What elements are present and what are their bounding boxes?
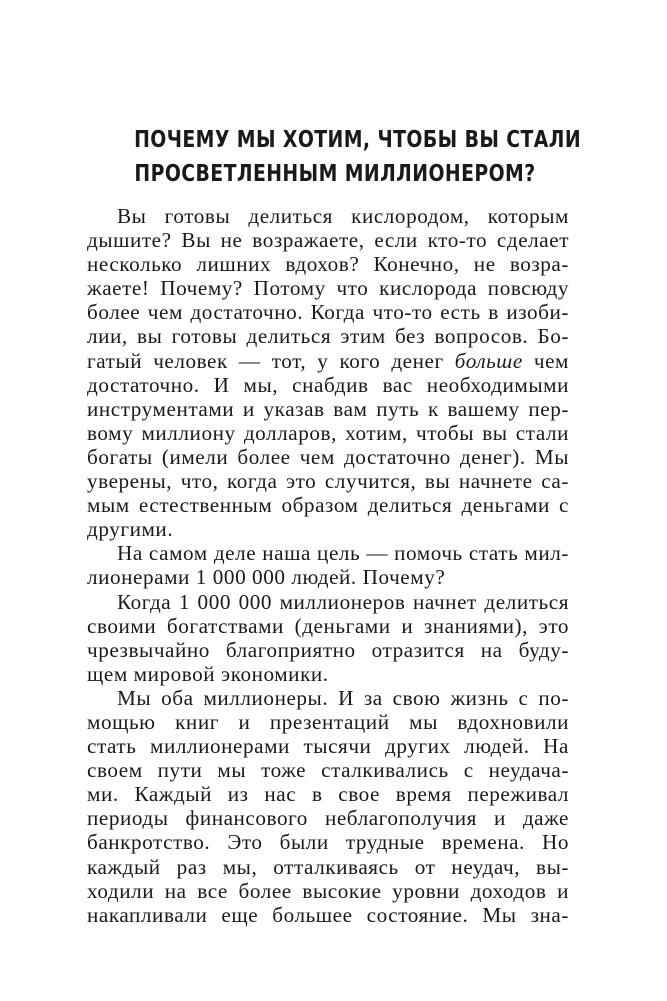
emphasized-word: больше (454, 348, 523, 373)
paragraph-1-line: инструментами и указав вам путь к вашему пер- (87, 396, 569, 421)
paragraph-2-line: На самом деле наша цель — помочь стать мил- (117, 541, 569, 566)
paragraph-4-line: периоды финансового неблагополучия и даже (87, 806, 569, 831)
paragraph-4-line: ми. Каждый из нас в свое время переживал (87, 782, 569, 807)
paragraph-4-line: мощью книг и презентаций мы вдохновили (87, 709, 569, 734)
paragraph-1-line: несколько лишних вдохов? Конечно, не возра- (87, 252, 569, 277)
paragraph-2-line: лионерами 1 000 000 людей. Почему? (87, 565, 446, 590)
text-run: чем (522, 348, 570, 373)
paragraph-1-line: мым естественным образом делиться деньгами с (87, 493, 569, 518)
paragraph-1-line: уверены, что, когда это случится, вы начнете са- (87, 469, 569, 494)
paragraph-4-line: накапливали еще большее состояние. Мы зна- (87, 902, 569, 927)
heading-line-1: ПОЧЕМУ МЫ ХОТИМ, ЧТОБЫ ВЫ СТАЛИ (134, 127, 582, 153)
heading-line-2: ПРОСВЕТЛЕННЫМ МИЛЛИОНЕРОМ? (134, 161, 536, 187)
paragraph-4-line: ходили на все более высокие уровни доходов и (87, 878, 569, 903)
paragraph-4-line: Мы оба миллионеры. И за свою жизнь с по- (117, 685, 569, 710)
paragraph-4-line: своем пути мы тоже сталкивались с неудача- (87, 758, 569, 783)
paragraph-1-line: вому миллиону долларов, хотим, чтобы вы стали (87, 420, 569, 445)
paragraph-4-line: стать миллионерами тысячи других людей. На (87, 734, 569, 759)
paragraph-1-line: Вы готовы делиться кислородом, которым (117, 204, 569, 228)
body-text (87, 204, 569, 927)
chapter-heading (134, 123, 582, 191)
paragraph-1-line: более чем достаточно. Когда что-то есть в изоби- (87, 300, 569, 325)
paragraph-1-line: другими. (87, 517, 174, 542)
text-run: гатый человек — тот, у кого денег (87, 348, 455, 373)
paragraph-3-line: своими богатствами (деньгами и знаниями), это (87, 613, 569, 638)
paragraph-3-line: Когда 1 000 000 миллионеров начнет делиться (117, 589, 569, 614)
paragraph-3-line: чрезвычайно благоприятно отразится на буду- (87, 637, 569, 662)
paragraph-4-line: банкротство. Это были трудные времена. Но (87, 830, 569, 855)
paragraph-1-line: достаточно. И мы, снабдив вас необходимыми (87, 372, 569, 397)
paragraph-1-line: лии, вы готовы делиться этим без вопросов. Бо- (87, 324, 569, 349)
paragraph-1-line: дышите? Вы не возражаете, если кто-то сделает (87, 228, 569, 253)
paragraph-3-line: щем мировой экономики. (87, 661, 329, 686)
paragraph-4-line: каждый раз мы, отталкиваясь от неудач, вы- (87, 854, 569, 879)
paragraph-1-line: богаты (имели более чем достаточно денег). Мы (87, 444, 569, 469)
paragraph-1-line-with-emphasis (87, 349, 569, 373)
paragraph-1-line: жаете! Почему? Потому что кислорода повсюду (87, 276, 569, 301)
